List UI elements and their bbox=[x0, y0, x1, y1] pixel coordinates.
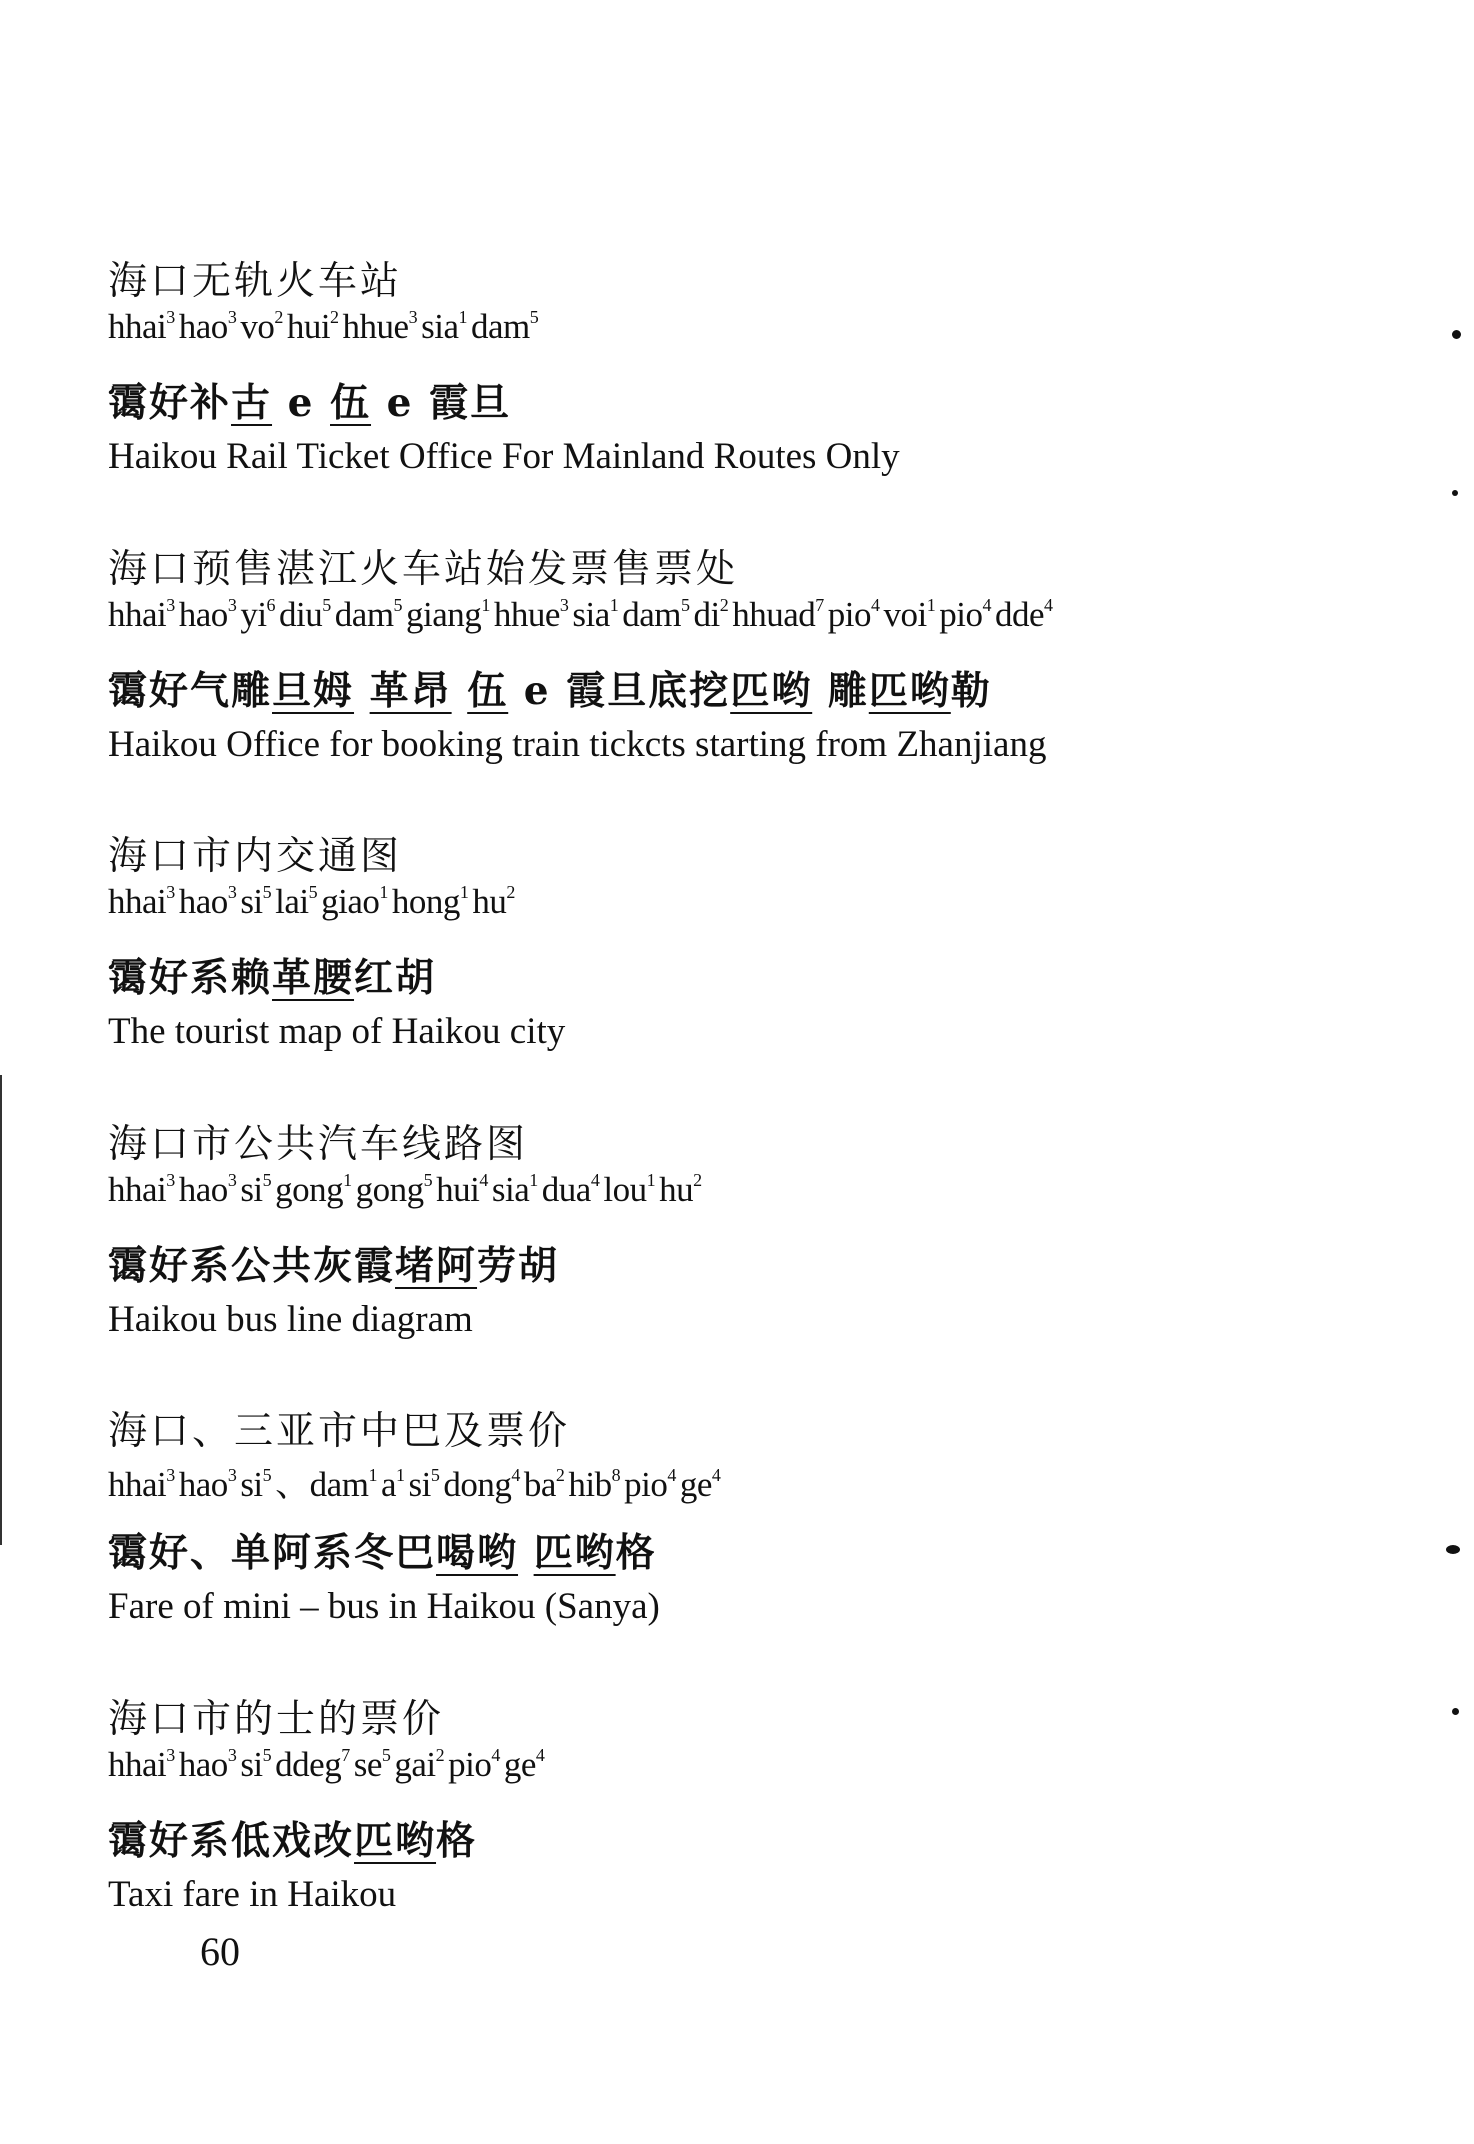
syllable-text: si bbox=[240, 882, 263, 921]
syllable-text: hao bbox=[178, 307, 228, 346]
syllable-text: hong bbox=[391, 882, 460, 921]
underlined-syllable: 匹哟 bbox=[354, 1818, 437, 1864]
syllable-text: hhuad bbox=[732, 595, 816, 634]
tone-number: 5 bbox=[308, 882, 318, 902]
syllable bbox=[287, 307, 343, 346]
syllable-text: sia bbox=[421, 307, 459, 346]
syllable-text: hu bbox=[659, 1170, 694, 1209]
syllable-text: ba bbox=[523, 1465, 556, 1504]
syllable bbox=[275, 1170, 356, 1209]
syllable-text: hao bbox=[178, 1745, 228, 1784]
tone-number: 4 bbox=[535, 1745, 545, 1765]
tone-number: 7 bbox=[815, 595, 824, 615]
underlined-syllable: 匹哟 bbox=[868, 668, 951, 714]
syllable-text: 、dam bbox=[275, 1465, 369, 1504]
syllable bbox=[995, 595, 1057, 634]
tone-number: 5 bbox=[262, 1465, 272, 1485]
tone-number: 1 bbox=[459, 882, 469, 902]
dialect-text: e 霞旦底挖 bbox=[508, 668, 731, 714]
tone-number: 4 bbox=[982, 595, 991, 615]
syllable bbox=[240, 1465, 275, 1504]
dialect-transcription bbox=[108, 1235, 559, 1291]
syllable-text: hhai bbox=[108, 307, 167, 346]
tone-number: 3 bbox=[166, 595, 175, 615]
syllable-text: hhue bbox=[342, 307, 409, 346]
tone-number: 2 bbox=[330, 307, 339, 327]
hainanese-romanization bbox=[108, 1745, 548, 1785]
tone-number: 3 bbox=[166, 882, 175, 902]
syllable-text: dam bbox=[470, 307, 530, 346]
dialect-text: 霭好系赖 bbox=[108, 955, 273, 1001]
syllable-text: diu bbox=[279, 595, 323, 634]
tone-number: 4 bbox=[479, 1170, 488, 1190]
underlined-syllable: 旦姆 bbox=[272, 668, 355, 714]
syllable-text: giang bbox=[406, 595, 482, 634]
underlined-syllable: 匹哟 bbox=[533, 1530, 616, 1576]
tone-number: 5 bbox=[423, 1170, 433, 1190]
dialect-transcription bbox=[108, 1810, 477, 1866]
tone-number: 3 bbox=[227, 882, 237, 902]
syllable-text: pio bbox=[827, 595, 872, 634]
underlined-syllable: 革腰 bbox=[272, 955, 355, 1001]
syllable-text: hhai bbox=[108, 882, 167, 921]
tone-number: 5 bbox=[529, 307, 539, 327]
tone-number: 4 bbox=[590, 1170, 600, 1190]
chinese-phrase: 海口市的士的票价 bbox=[108, 1697, 445, 1742]
tone-number: 2 bbox=[274, 307, 283, 327]
syllable-text: hu bbox=[472, 882, 507, 921]
chinese-phrase: 海口无轨火车站 bbox=[108, 259, 403, 304]
tone-number: 3 bbox=[227, 1745, 237, 1765]
syllable bbox=[732, 595, 828, 634]
syllable bbox=[240, 307, 287, 346]
syllable-text: hib bbox=[568, 1465, 612, 1504]
tone-number: 3 bbox=[227, 595, 237, 615]
syllable bbox=[179, 882, 241, 921]
syllable bbox=[321, 882, 392, 921]
syllable-text: si bbox=[240, 1745, 263, 1784]
syllable-text: hhai bbox=[108, 1745, 167, 1784]
dialect-text: 劳胡 bbox=[477, 1243, 560, 1289]
hainanese-romanization bbox=[108, 307, 542, 347]
tone-number: 4 bbox=[667, 1465, 676, 1485]
syllable-text: hao bbox=[178, 1465, 228, 1504]
tone-number: 3 bbox=[166, 1745, 175, 1765]
syllable-text: gai bbox=[394, 1745, 436, 1784]
dialect-transcription bbox=[108, 1522, 657, 1578]
tone-number: 3 bbox=[166, 1465, 175, 1485]
syllable bbox=[275, 1465, 381, 1504]
hainanese-romanization bbox=[108, 1170, 706, 1210]
tone-number: 3 bbox=[227, 307, 237, 327]
syllable bbox=[542, 1170, 604, 1209]
english-translation: The tourist map of Haikou city bbox=[108, 1011, 566, 1052]
page-number: 60 bbox=[200, 1929, 240, 1974]
syllable bbox=[240, 882, 275, 921]
tone-number: 1 bbox=[926, 595, 936, 615]
syllable bbox=[279, 595, 335, 634]
underlined-syllable: 伍 bbox=[330, 380, 372, 426]
syllable bbox=[108, 1170, 179, 1209]
syllable bbox=[624, 1465, 680, 1504]
syllable bbox=[394, 1745, 448, 1784]
syllable-text: hao bbox=[178, 882, 228, 921]
syllable bbox=[356, 1170, 437, 1209]
syllable-text: hao bbox=[178, 595, 228, 634]
tone-number: 1 bbox=[379, 882, 388, 902]
tone-number: 2 bbox=[555, 1465, 565, 1485]
tone-number: 3 bbox=[408, 307, 418, 327]
syllable bbox=[568, 1465, 624, 1504]
dialect-text: 格 bbox=[615, 1530, 657, 1576]
tone-number: 1 bbox=[368, 1465, 377, 1485]
syllable bbox=[240, 1170, 275, 1209]
syllable bbox=[448, 1745, 504, 1784]
syllable-text: pio bbox=[624, 1465, 668, 1504]
syllable bbox=[622, 595, 693, 634]
syllable bbox=[179, 1465, 241, 1504]
syllable bbox=[471, 307, 542, 346]
tone-number: 1 bbox=[481, 595, 490, 615]
syllable bbox=[408, 1465, 443, 1504]
hainanese-romanization bbox=[108, 882, 519, 922]
chinese-phrase: 海口预售湛江火车站始发票售票处 bbox=[108, 547, 739, 592]
syllable-text: giao bbox=[321, 882, 380, 921]
tone-number: 4 bbox=[491, 1745, 500, 1765]
tone-number: 4 bbox=[511, 1465, 520, 1485]
syllable bbox=[492, 1170, 542, 1209]
tone-number: 5 bbox=[262, 1170, 272, 1190]
dialect-text: 霭好系公共灰霞 bbox=[108, 1243, 396, 1289]
tone-number: 3 bbox=[166, 1170, 175, 1190]
syllable bbox=[179, 1745, 241, 1784]
syllable-text: dde bbox=[995, 595, 1045, 634]
tone-number: 4 bbox=[711, 1465, 721, 1485]
dialect-text: 雕 bbox=[812, 668, 869, 714]
english-translation: Fare of mini – bus in Haikou (Sanya) bbox=[108, 1586, 660, 1627]
english-translation: Haikou Rail Ticket Office For Mainland Routes Only bbox=[108, 436, 900, 477]
syllable-text: sia bbox=[491, 1170, 530, 1209]
scan-speck bbox=[1446, 1545, 1460, 1554]
syllable-text: hao bbox=[178, 1170, 228, 1209]
syllable-text: hhai bbox=[108, 1465, 167, 1504]
tone-number: 3 bbox=[227, 1465, 237, 1485]
tone-number: 2 bbox=[693, 1170, 702, 1190]
dialect-text: 霭好、单阿系冬巴 bbox=[108, 1530, 437, 1576]
syllable bbox=[108, 1745, 179, 1784]
syllable-text: si bbox=[240, 1170, 263, 1209]
syllable-text: di bbox=[693, 595, 720, 634]
dialect-text: e 霞旦 bbox=[371, 380, 511, 426]
syllable-text: si bbox=[240, 1465, 263, 1504]
scan-speck bbox=[1452, 1708, 1459, 1715]
syllable bbox=[443, 1465, 524, 1504]
tone-number: 4 bbox=[1044, 595, 1053, 615]
syllable bbox=[472, 882, 519, 921]
syllable-text: pio bbox=[448, 1745, 492, 1784]
syllable-text: dam bbox=[622, 595, 682, 634]
syllable bbox=[524, 1465, 569, 1504]
scan-edge-line bbox=[0, 1075, 2, 1545]
tone-number: 5 bbox=[262, 882, 272, 902]
english-translation: Haikou Office for booking train tickcts starting from Zhanjiang bbox=[108, 724, 1047, 765]
dialect-transcription bbox=[108, 660, 992, 716]
syllable bbox=[392, 882, 473, 921]
syllable-text: gong bbox=[275, 1170, 344, 1209]
scan-speck bbox=[1452, 330, 1461, 339]
underlined-syllable: 古 bbox=[231, 380, 273, 426]
syllable bbox=[659, 1170, 706, 1209]
syllable bbox=[343, 307, 422, 346]
tone-number: 5 bbox=[430, 1465, 440, 1485]
tone-number: 1 bbox=[395, 1465, 405, 1485]
syllable-text: pio bbox=[939, 595, 983, 634]
syllable bbox=[335, 595, 406, 634]
syllable-text: si bbox=[408, 1465, 431, 1504]
syllable bbox=[108, 882, 179, 921]
syllable bbox=[828, 595, 884, 634]
underlined-syllable: 革昂 bbox=[369, 668, 452, 714]
dialect-text: 格 bbox=[436, 1818, 478, 1864]
dialect-text: 霭好系低戏改 bbox=[108, 1818, 355, 1864]
syllable-text: hhai bbox=[108, 595, 167, 634]
syllable bbox=[494, 595, 573, 634]
syllable bbox=[108, 307, 179, 346]
syllable bbox=[179, 1170, 241, 1209]
syllable bbox=[694, 595, 733, 634]
tone-number: 1 bbox=[343, 1170, 352, 1190]
syllable bbox=[504, 1745, 549, 1784]
syllable-text: gong bbox=[355, 1170, 424, 1209]
syllable-text: hhai bbox=[108, 1170, 167, 1209]
english-translation: Haikou bus line diagram bbox=[108, 1299, 473, 1340]
syllable bbox=[240, 595, 279, 634]
dialect-text: 霭好补 bbox=[108, 380, 232, 426]
scan-speck bbox=[1452, 490, 1458, 496]
english-translation: Taxi fare in Haikou bbox=[108, 1874, 397, 1915]
hainanese-romanization bbox=[108, 1457, 724, 1507]
syllable-text: se bbox=[353, 1745, 382, 1784]
syllable bbox=[939, 595, 995, 634]
dialect-text bbox=[354, 668, 370, 714]
underlined-syllable: 堵阿 bbox=[395, 1243, 478, 1289]
syllable-text: sia bbox=[572, 595, 610, 634]
syllable-text: yi bbox=[240, 595, 267, 634]
tone-number: 4 bbox=[871, 595, 880, 615]
tone-number: 1 bbox=[529, 1170, 538, 1190]
tone-number: 2 bbox=[719, 595, 729, 615]
syllable bbox=[354, 1745, 395, 1784]
tone-number: 1 bbox=[646, 1170, 656, 1190]
syllable bbox=[884, 595, 940, 634]
syllable-text: ddeg bbox=[275, 1745, 342, 1784]
syllable bbox=[603, 1170, 659, 1209]
syllable-text: lai bbox=[275, 882, 309, 921]
tone-number: 2 bbox=[506, 882, 515, 902]
syllable-text: dong bbox=[443, 1465, 512, 1504]
syllable-text: ge bbox=[503, 1745, 536, 1784]
syllable bbox=[275, 1745, 354, 1784]
tone-number: 1 bbox=[458, 307, 467, 327]
syllable bbox=[436, 1170, 492, 1209]
syllable-text: hui bbox=[436, 1170, 480, 1209]
syllable bbox=[421, 307, 471, 346]
dialect-text: 霭好气雕 bbox=[108, 668, 273, 714]
tone-number: 5 bbox=[262, 1745, 272, 1765]
dialect-text: e bbox=[272, 380, 330, 426]
syllable bbox=[275, 882, 321, 921]
syllable-text: hui bbox=[286, 307, 331, 346]
underlined-syllable: 喝哟 bbox=[436, 1530, 519, 1576]
tone-number: 7 bbox=[341, 1745, 350, 1765]
tone-number: 2 bbox=[435, 1745, 445, 1765]
chinese-phrase: 海口市公共汽车线路图 bbox=[108, 1122, 529, 1167]
tone-number: 5 bbox=[381, 1745, 391, 1765]
underlined-syllable: 匹哟 bbox=[730, 668, 813, 714]
tone-number: 3 bbox=[166, 307, 175, 327]
tone-number: 5 bbox=[681, 595, 690, 615]
tone-number: 6 bbox=[266, 595, 276, 615]
syllable-text: hhue bbox=[493, 595, 560, 634]
syllable bbox=[572, 595, 622, 634]
syllable-text: ge bbox=[679, 1465, 712, 1504]
syllable bbox=[240, 1745, 275, 1784]
syllable-text: a bbox=[380, 1465, 396, 1504]
tone-number: 5 bbox=[322, 595, 331, 615]
syllable bbox=[680, 1465, 725, 1504]
tone-number: 1 bbox=[609, 595, 619, 615]
syllable bbox=[179, 307, 241, 346]
syllable bbox=[108, 1465, 179, 1504]
dialect-transcription bbox=[108, 947, 436, 1003]
syllable-text: dam bbox=[334, 595, 394, 634]
hainanese-romanization bbox=[108, 595, 1057, 635]
dialect-text: 红胡 bbox=[354, 955, 437, 1001]
syllable-text: voi bbox=[883, 595, 927, 634]
chinese-phrase: 海口市内交通图 bbox=[108, 834, 403, 879]
dialect-transcription bbox=[108, 372, 511, 428]
dialect-text bbox=[518, 1530, 534, 1576]
dialect-text bbox=[452, 668, 468, 714]
syllable bbox=[381, 1465, 409, 1504]
syllable bbox=[108, 595, 179, 634]
syllable bbox=[406, 595, 494, 634]
tone-number: 3 bbox=[227, 1170, 237, 1190]
tone-number: 5 bbox=[393, 595, 403, 615]
chinese-phrase: 海口、三亚市中巴及票价 bbox=[108, 1409, 571, 1454]
underlined-syllable: 伍 bbox=[467, 668, 509, 714]
syllable-text: vo bbox=[240, 307, 275, 346]
dialect-text: 勒 bbox=[950, 668, 992, 714]
syllable-text: dua bbox=[541, 1170, 591, 1209]
tone-number: 8 bbox=[611, 1465, 621, 1485]
tone-number: 3 bbox=[559, 595, 569, 615]
syllable-text: lou bbox=[603, 1170, 647, 1209]
syllable bbox=[179, 595, 241, 634]
